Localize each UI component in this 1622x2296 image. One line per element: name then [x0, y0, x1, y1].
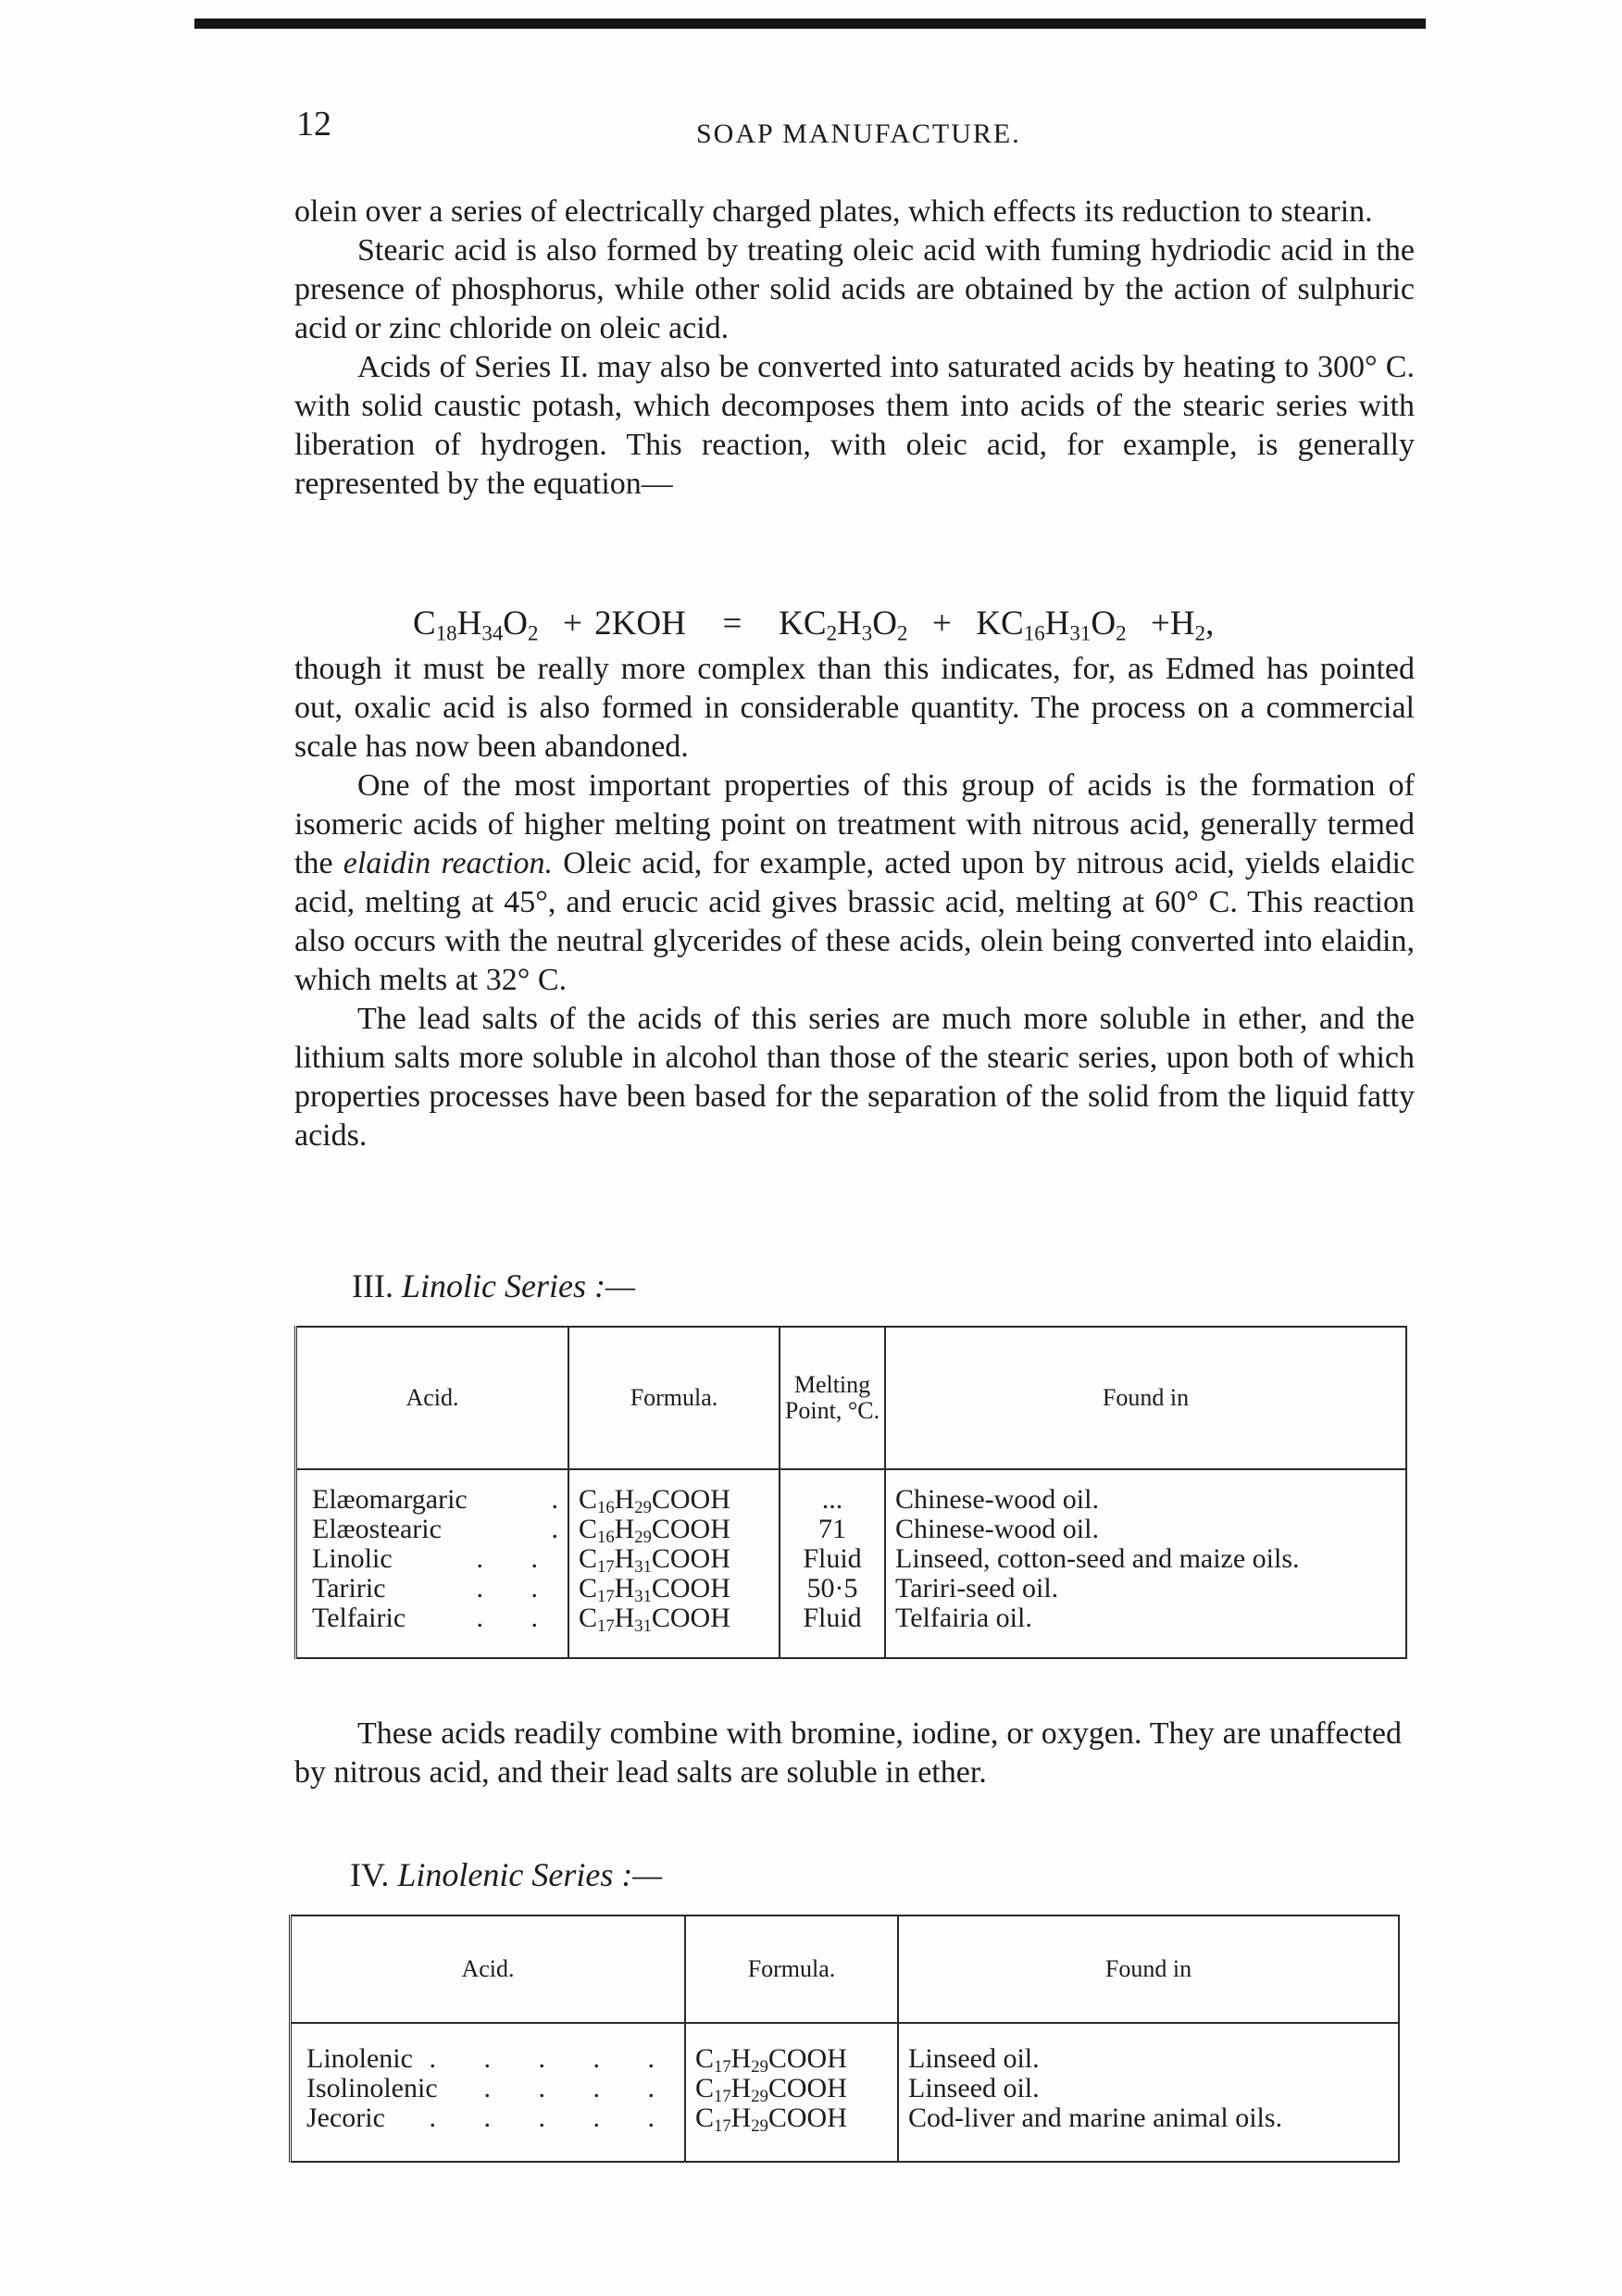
acid-column — [291, 2023, 686, 2162]
linolenic-table — [289, 1915, 1400, 2163]
top-rule — [194, 19, 1426, 29]
table-row: Linolenic . . . . . — [306, 2043, 675, 2074]
paragraph-1: olein over a series of electrically charged plates, which effects its reduction to stearin. — [294, 194, 1373, 229]
running-title: SOAP MANUFACTURE. — [696, 119, 1021, 149]
table-row: Elæomargaric . — [312, 1484, 558, 1515]
acid-column — [296, 1469, 569, 1658]
table-row: Elæostearic . — [312, 1514, 558, 1544]
body-text-middle — [294, 650, 1415, 1155]
table-row: Jecoric . . . . . — [306, 2103, 675, 2133]
formula-column: $C_{16}H_{29}COOH$ $C_{16}H_{29}COOH$ $C_{17}H_{31}COOH$ $C_{17}H_{31}COOH$ $C_{17}H_{31}COOH$ — [568, 1469, 780, 1658]
paragraph-2: Stearic acid is also formed by treating oleic acid with fuming hydriodic acid in the presence of phosphorus, while other solid acids are obtained by the action of sulphuric acid or zinc chloride on oleic acid. — [294, 233, 1415, 345]
col-header-acid: Acid. — [291, 1915, 686, 2023]
col-header-formula: Formula. — [568, 1327, 780, 1469]
paragraph-3: Acids of Series II. may also be converted into saturated acids by heating to 300° C. with solid caustic potash, which decomposes them into acids of the stearic series with liberation of hydrogen. This reaction, with oleic acid, for example, is generally represented by the equation— — [294, 350, 1415, 501]
paragraph-5: One of the most important properties of this group of acids is the formation of isomeric acids of higher melting point on treatment with nitrous acid, generally termed the elaidin reaction. Oleic acid, for example, acted upon by nitrous acid, yields elaidic acid, melting at 45°, and erucic acid gives brassic acid, melting at 60° C. This reaction also occurs with the neutral glycerides of these acids, olein being converted into elaidin, which melts at 32° C. — [294, 768, 1415, 997]
formula-column: $C_{17}H_{29}COOH$ $C_{17}H_{29}COOH$ $C_{17}H_{29}COOH$ — [685, 2023, 898, 2162]
table-row: Linolic . . — [312, 1543, 558, 1574]
page-number: 12 — [296, 105, 331, 144]
linolic-table — [294, 1326, 1407, 1659]
equation: $C_{18}H_{34}O_2 + 2KOH$ = $KC_2H_3O_2 + KC_{16}H_{31}O_2 +H_2$, — [413, 605, 1215, 645]
body-text-top — [294, 193, 1415, 504]
col-header-found-in: Found in — [885, 1327, 1406, 1469]
section-heading-3: III. Linolic Series :— — [352, 1267, 635, 1304]
table-row: Isolinolenic . . . . — [306, 2073, 675, 2103]
paragraph-6: The lead salts of the acids of this series are much more soluble in ether, and the lithium salts more soluble in alcohol than those of the stearic series, upon both of which properties processes have been based for the separation of the solid from the liquid fatty acids. — [294, 1002, 1415, 1153]
section-heading-4: IV. Linolenic Series :— — [350, 1856, 663, 1893]
italic-term: elaidin reaction. — [343, 846, 554, 880]
col-header-melting-point: Melting Point, °C. — [780, 1327, 885, 1469]
paragraph-4: though it must be really more complex than this indicates, for, as Edmed has pointed out, oxalic acid is also formed in considerable quantity. The process on a commercial scale has now been abandoned. — [294, 652, 1415, 764]
body-text-bottom — [294, 1715, 1402, 1792]
table-row: Telfairic . . — [312, 1603, 558, 1633]
paragraph-7: These acids readily combine with bromine, iodine, or oxygen. They are unaffected by nitrous acid, and their lead salts are soluble in ether. — [294, 1716, 1402, 1790]
table-row: Tariric . . — [312, 1573, 558, 1603]
found-in-column: Chinese-wood oil. Chinese-wood oil. Linseed, cotton-seed and maize oils. Tariri-seed oil. Telfairia oil. — [885, 1469, 1406, 1658]
col-header-formula: Formula. — [685, 1915, 898, 2023]
found-in-column: Linseed oil. Linseed oil. Cod-liver and marine animal oils. — [898, 2023, 1399, 2162]
col-header-found-in: Found in — [898, 1915, 1399, 2023]
col-header-acid: Acid. — [296, 1327, 569, 1469]
melting-point-column: ... 71 Fluid 50·5 Fluid — [780, 1469, 885, 1658]
